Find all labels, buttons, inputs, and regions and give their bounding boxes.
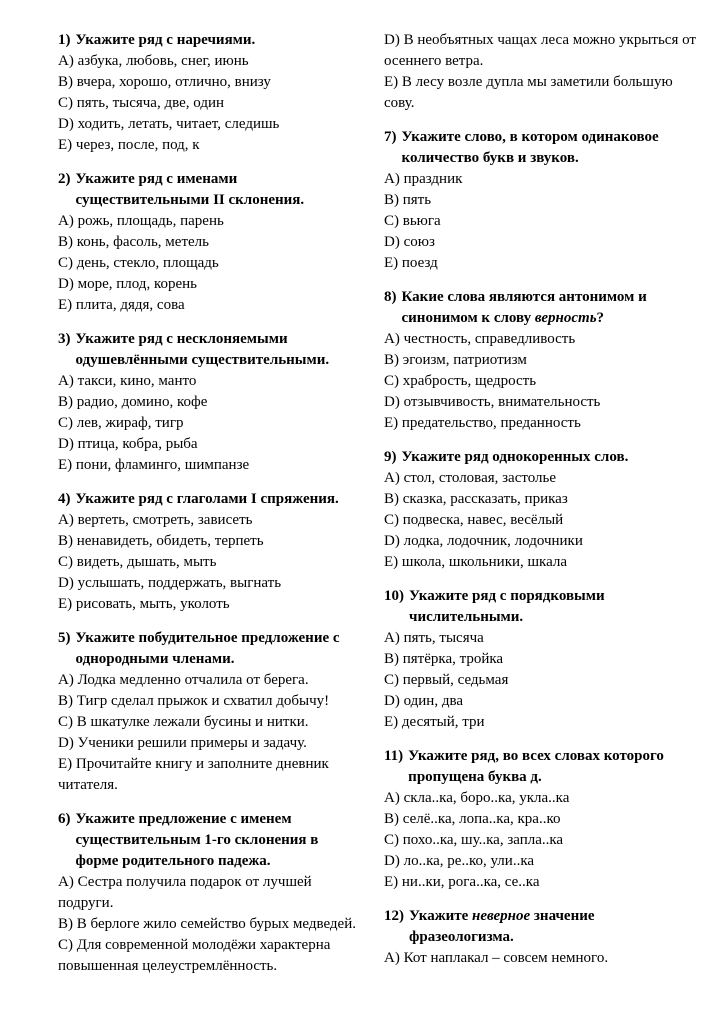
question-number: 1) <box>58 32 71 48</box>
answer-option: Е) Прочитайте книгу и заполните дневник читателя. <box>58 756 329 793</box>
question-title <box>384 906 702 948</box>
answer-option: Е) школа, школьники, шкала <box>384 554 568 570</box>
question-title <box>384 287 702 329</box>
question-continuation <box>384 30 702 114</box>
answer-option: А) азбука, любовь, снег, июнь <box>58 53 249 69</box>
answer-option: С) храбрость, щедрость <box>384 373 537 389</box>
answer-option: Е) поезд <box>384 255 438 271</box>
question-number: 5) <box>58 630 71 646</box>
answer-option: А) праздник <box>384 171 463 187</box>
question-block <box>384 906 702 969</box>
answer-option: С) Для современной молодёжи характерна повышенная целеустремлённость. <box>58 937 331 974</box>
question-block <box>384 127 702 274</box>
answer-option: D) отзывчивость, внимательность <box>384 394 601 410</box>
right-column <box>384 30 702 1024</box>
question-text: Укажите неверное значение фразеологизма. <box>409 908 595 945</box>
question-title <box>58 329 358 371</box>
question-number: 10) <box>384 588 404 604</box>
question-text: Какие слова являются антонимом и синонимом к слову верность? <box>401 289 647 326</box>
answer-option: А) стол, столовая, застолье <box>384 470 557 486</box>
answer-option: В) эгоизм, патриотизм <box>384 352 527 368</box>
answer-option: В) В берлоге жило семейство бурых медведей. <box>58 916 356 932</box>
question-block <box>384 447 702 573</box>
answer-option: С) В шкатулке лежали бусины и нитки. <box>58 714 309 730</box>
question-text: Укажите побудительное предложение с однородными членами. <box>75 630 340 667</box>
question-block <box>384 287 702 434</box>
answer-option: С) первый, седьмая <box>384 672 509 688</box>
answer-option: D) море, плод, корень <box>58 276 197 292</box>
question-number: 9) <box>384 449 397 465</box>
question-block <box>58 30 358 156</box>
answer-option: С) подвеска, навес, весёлый <box>384 512 564 528</box>
question-block <box>384 586 702 733</box>
answer-option: В) сказка, рассказать, приказ <box>384 491 568 507</box>
question-block <box>58 489 358 615</box>
answer-option: Е) пони, фламинго, шимпанзе <box>58 457 250 473</box>
answer-option: В) ненавидеть, обидеть, терпеть <box>58 533 264 549</box>
question-text: Укажите ряд, во всех словах которого пропущена буква д. <box>408 748 664 785</box>
answer-option: В) Тигр сделал прыжок и схватил добычу! <box>58 693 330 709</box>
answer-option: А) честность, справедливость <box>384 331 576 347</box>
question-number: 7) <box>384 129 397 145</box>
question-text: Укажите ряд с несклоняемыми одушевлёнными существительными. <box>75 331 330 368</box>
answer-option: D) союз <box>384 234 435 250</box>
answer-option: Е) В лесу возле дупла мы заметили большую сову. <box>384 74 673 111</box>
answer-option: Е) ни..ки, рога..ка, се..ка <box>384 874 540 890</box>
question-text: Укажите ряд однокоренных слов. <box>401 449 629 465</box>
answer-option: С) похо..ка, шу..ка, запла..ка <box>384 832 564 848</box>
question-title <box>384 746 702 788</box>
answer-option: С) лев, жираф, тигр <box>58 415 184 431</box>
question-title <box>384 127 702 169</box>
answer-option: А) Сестра получила подарок от лучшей подруги. <box>58 874 312 911</box>
question-text: Укажите слово, в котором одинаковое количество букв и звуков. <box>401 129 659 166</box>
question-number: 11) <box>384 748 404 764</box>
answer-option: А) такси, кино, манто <box>58 373 197 389</box>
answer-option: D) В необъятных чащах леса можно укрыться от осеннего ветра. <box>384 32 696 69</box>
question-text: Укажите предложение с именем существительным 1-го склонения в форме родительного падежа. <box>75 811 319 869</box>
question-text: Укажите ряд с порядковыми числительными. <box>409 588 605 625</box>
question-text: Укажите ряд с глаголами I спряжения. <box>75 491 339 507</box>
answer-option: В) радио, домино, кофе <box>58 394 208 410</box>
answer-option: В) пятёрка, тройка <box>384 651 504 667</box>
answer-option: Е) плита, дядя, сова <box>58 297 185 313</box>
question-text: Укажите ряд с именами существительными II склонения. <box>75 171 305 208</box>
question-number: 6) <box>58 811 71 827</box>
answer-option: Е) предательство, преданность <box>384 415 581 431</box>
answer-option: D) ло..ка, ре..ко, ули..ка <box>384 853 535 869</box>
emphasized-word: верность <box>534 310 597 326</box>
question-title <box>384 447 702 468</box>
question-block <box>58 329 358 476</box>
answer-option: А) рожь, площадь, парень <box>58 213 224 229</box>
question-block <box>58 809 358 977</box>
answer-option: D) ходить, летать, читает, следишь <box>58 116 280 132</box>
question-title <box>58 169 358 211</box>
answer-option: С) вьюга <box>384 213 441 229</box>
question-title <box>384 586 702 628</box>
answer-option: С) видеть, дышать, мыть <box>58 554 217 570</box>
left-column <box>58 30 358 1024</box>
question-number: 3) <box>58 331 71 347</box>
question-number: 8) <box>384 289 397 305</box>
answer-option: В) конь, фасоль, метель <box>58 234 209 250</box>
answer-option: Е) десятый, три <box>384 714 485 730</box>
answer-option: D) услышать, поддержать, выгнать <box>58 575 282 591</box>
question-title <box>58 809 358 872</box>
emphasized-word: неверное <box>472 908 531 924</box>
answer-option: Е) через, после, под, к <box>58 137 200 153</box>
answer-option: А) пять, тысяча <box>384 630 484 646</box>
answer-option: Е) рисовать, мыть, уколоть <box>58 596 230 612</box>
answer-option: А) вертеть, смотреть, зависеть <box>58 512 253 528</box>
answer-option: D) один, два <box>384 693 464 709</box>
question-block <box>384 746 702 893</box>
question-number: 4) <box>58 491 71 507</box>
answer-option: С) день, стекло, площадь <box>58 255 219 271</box>
answer-option: А) Кот наплакал – совсем немного. <box>384 950 609 966</box>
question-title <box>58 30 358 51</box>
answer-option: В) вчера, хорошо, отлично, внизу <box>58 74 271 90</box>
answer-option: В) селё..ка, лопа..ка, кра..ко <box>384 811 561 827</box>
answer-option: В) пять <box>384 192 432 208</box>
question-block <box>58 628 358 796</box>
question-block <box>58 169 358 316</box>
answer-option: А) Лодка медленно отчалила от берега. <box>58 672 309 688</box>
answer-option: С) пять, тысяча, две, один <box>58 95 225 111</box>
answer-option: D) лодка, лодочник, лодочники <box>384 533 583 549</box>
question-text: Укажите ряд с наречиями. <box>75 32 256 48</box>
question-number: 2) <box>58 171 71 187</box>
answer-option: D) птица, кобра, рыба <box>58 436 198 452</box>
question-title <box>58 628 358 670</box>
answer-option: D) Ученики решили примеры и задачу. <box>58 735 307 751</box>
question-number: 12) <box>384 908 404 924</box>
answer-option: А) скла..ка, боро..ка, укла..ка <box>384 790 570 806</box>
question-title <box>58 489 358 510</box>
